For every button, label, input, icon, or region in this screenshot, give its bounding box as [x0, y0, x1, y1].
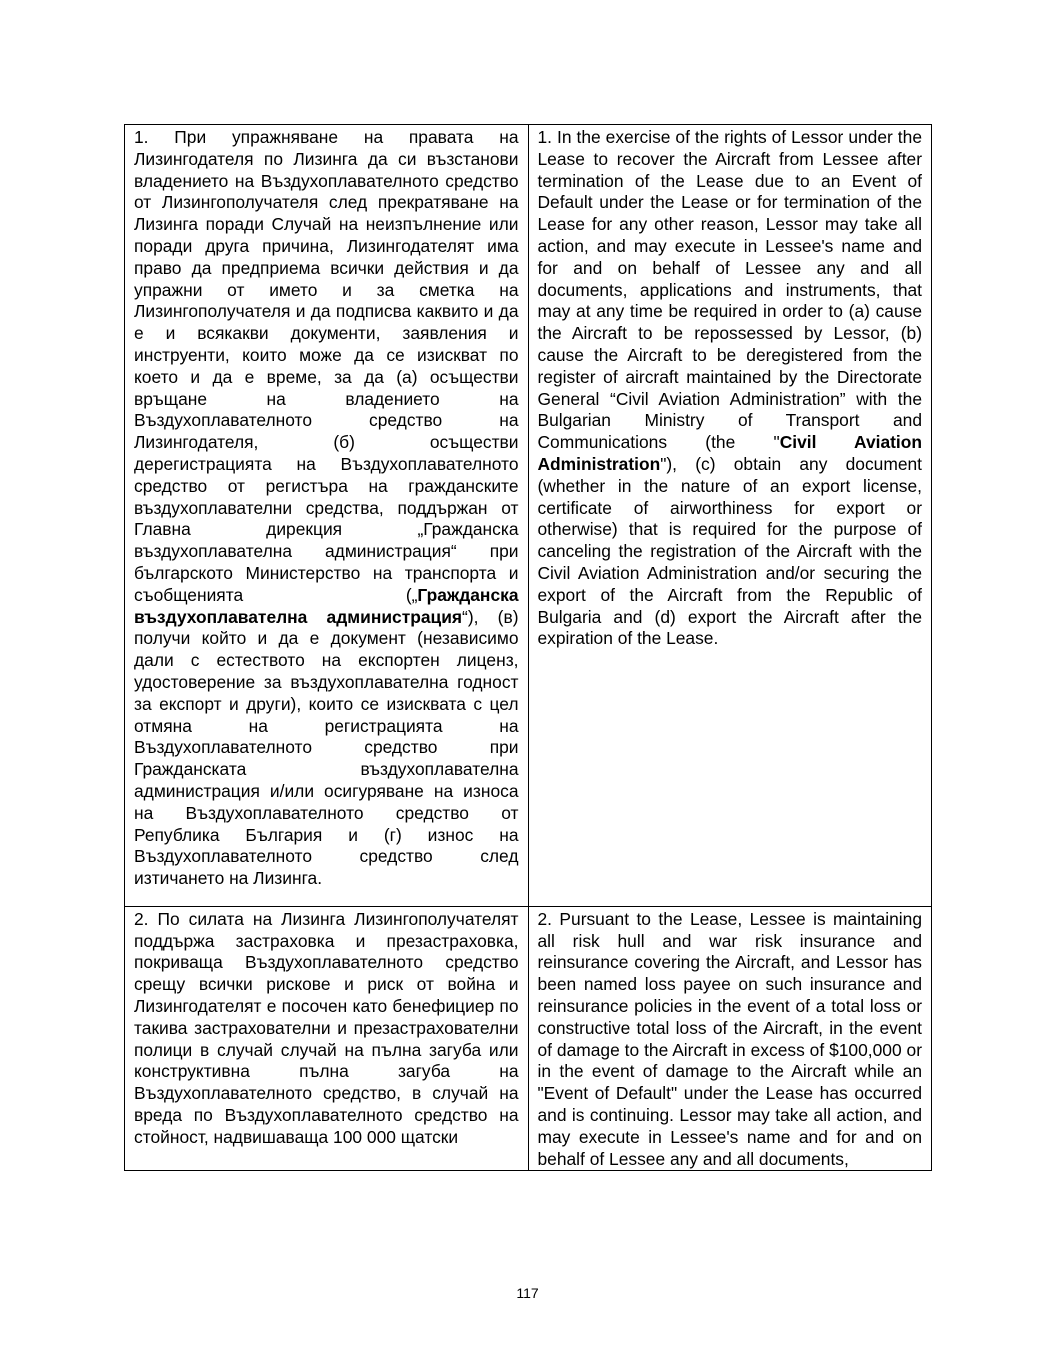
bulgarian-cell	[125, 906, 529, 1171]
english-text: "), (c) obtain any document (whether in the nature of an export license, certificate of airworthiness for export or otherwise) that is required for the purpose of canceling the registration of the Aircraft with the Civil Aviation Administration and/or securing the export of the Aircraft from the Republic of Bulgaria and (d) export the Aircraft after the expiration of the Lease.	[537, 453, 922, 649]
table-row	[125, 906, 932, 1171]
bulgarian-text: “), (в) получи който и да е документ (независимо дали с естеството на експортен лиценз, удостоверение за въздухоплавателна годност за експорт и други), които се изисквата с цел отмяна на регистрацията на Въздухоплавателното средство при Гражданската въздухоплавателна администрация и/или осигуряване на износа на Въздухоплавателното средство от Република България и (г) износ на Въздухоплавателното средство след изтичането на Лизинга.	[134, 606, 519, 889]
english-paragraph-2: 2. Pursuant to the Lease, Lessee is maintaining all risk hull and war risk insurance and reinsurance covering the Aircraft, and Lessor has been named loss payee on such insurance and reinsurance policies in the event of a total loss or constructive total loss of the Aircraft, in the event of damage to the Aircraft in excess of $100,000 or in the event of damage to the Aircraft while an "Event of Default" under the Lease has occurred and is continuing. Lessor may take all action, and may execute in Lessee's name and for and on behalf of Lessee any and all documents,	[537, 908, 922, 1169]
bilingual-table	[124, 124, 932, 1171]
english-cell	[528, 906, 932, 1171]
english-text: 1. In the exercise of the rights of Lessor under the Lease to recover the Aircraft from Lessee after termination of the Lease due to an Event of Default under the Lease or for termination of the Lease for any other reason, Lessor may take all action, and may execute in Lessee's name and for and on behalf of Lessee any and all documents, applications and instruments, that may at any time be required in order to (a) cause the Aircraft to be repossessed by Lessor, (b) cause the Aircraft to be deregistered from the register of aircraft maintained by the Directorate General “Civil Aviation Administration” with the Bulgarian Ministry of Transport and Communications (the "	[537, 127, 922, 453]
page-number: 117	[516, 1285, 539, 1301]
english-paragraph-1	[538, 127, 923, 650]
bulgarian-cell	[125, 125, 529, 907]
english-cell	[528, 125, 932, 907]
bulgarian-paragraph-1	[134, 127, 519, 890]
bulgarian-text: 1. При упражняване на правата на Лизингодателя по Лизинга да си възстанови владението на Въздухоплавателното средство от Лизингополучателя след прекратяване на Лизинга поради Случай на неизпълнение или поради друга причина, Лизингодателят има право да предприема всички действия и да упражни от името и за сметка на Лизингополучателя и да подписва каквито и да е и всякакви документи, заявления и инструенти, които може да се изискват по което и да е време, за да (а) осъществи връщане на владението на Въздухоплавателното средство на Лизингодателя, (б) осъществи дерегистрацията на Въздухоплавателното средство от регистъра на гражданските въздухоплавателни средства, поддържан от Главна дирекция „Гражданска въздухоплавателна администрация“ при българското Министерство на транспорта и съобщенията („	[134, 127, 519, 605]
defined-term-en: Civil Aviation Administration	[537, 432, 922, 474]
defined-term-bg: Гражданска въздухоплавателна администрация	[134, 584, 519, 627]
table-row	[125, 125, 932, 907]
bulgarian-paragraph-2: 2. По силата на Лизинга Лизингополучателят поддържа застраховка и презастраховка, покриваща Въздухоплавателното средство срещу всички рискове и риск от война и Лизингодателят е посочен като бенефициер по такива застрахователни и презастрахователни полици в случай случай на пълна загуба или конструктивна пълна загуба на Въздухоплавателното средство, в случай на вреда по Въздухоплавателното средство на стойност, надвишаваща 100 000 щатски	[134, 908, 519, 1147]
